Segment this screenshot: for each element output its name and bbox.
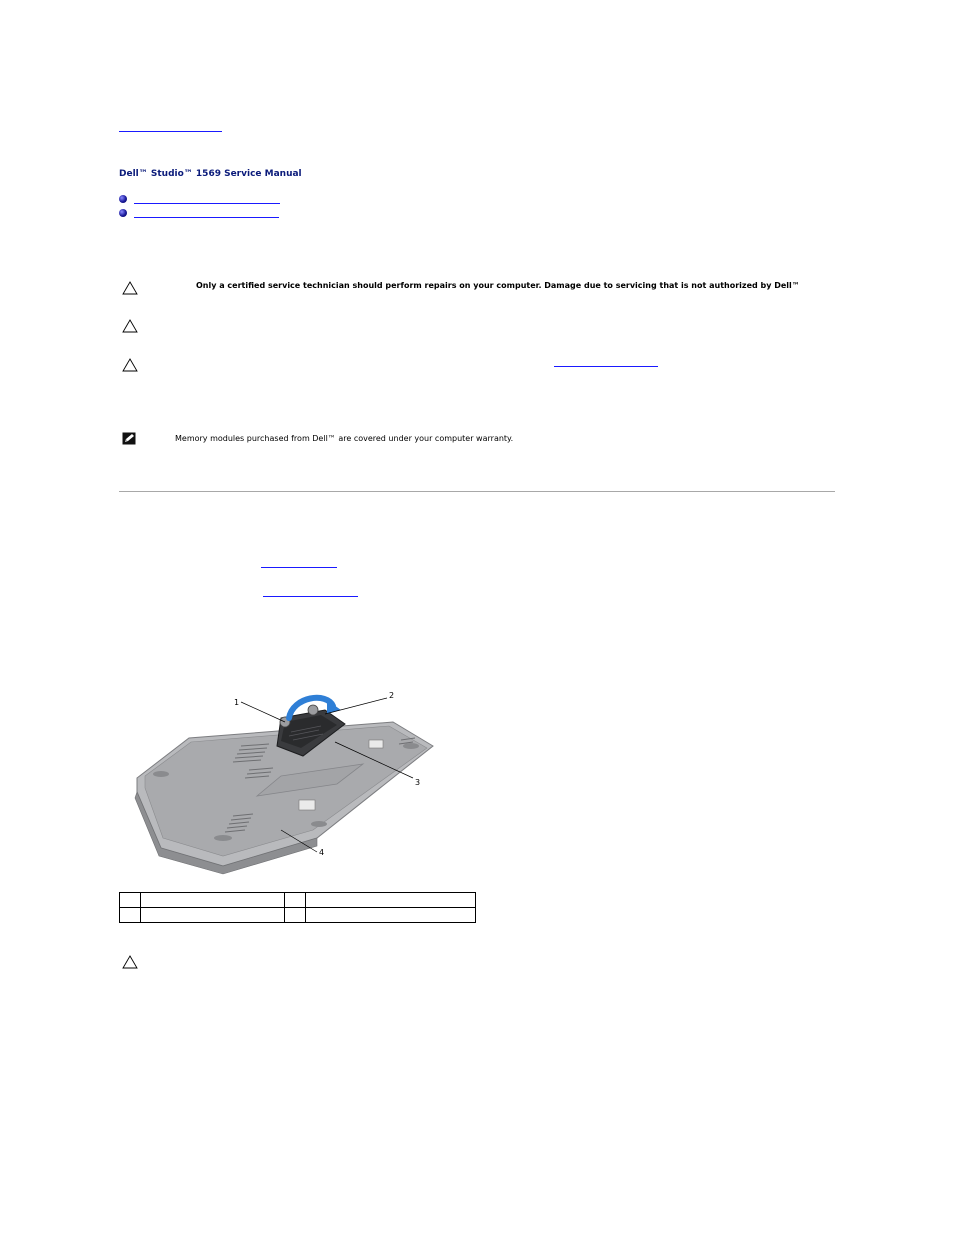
caution-inline-link[interactable] xyxy=(554,366,658,367)
caution-icon xyxy=(122,281,138,295)
caution-icon xyxy=(122,955,138,969)
table-cell xyxy=(306,893,476,908)
step-link-2[interactable] xyxy=(263,596,358,597)
figure-legend-table xyxy=(119,892,476,923)
section-divider xyxy=(119,491,835,492)
caution-icon xyxy=(122,319,138,333)
table-cell xyxy=(120,893,141,908)
callout-label: 3 xyxy=(415,778,421,787)
table-cell xyxy=(306,908,476,923)
callout-label: 1 xyxy=(234,698,240,707)
table-cell xyxy=(141,893,285,908)
table-row xyxy=(120,893,476,908)
table-cell xyxy=(285,893,306,908)
table-row xyxy=(120,908,476,923)
nav-link-1[interactable] xyxy=(134,203,280,204)
bullet-icon xyxy=(119,195,127,203)
bullet-icon xyxy=(119,209,127,217)
callout-label: 2 xyxy=(389,691,395,700)
table-cell xyxy=(120,908,141,923)
caution-text: Only a certified service technician should perform repairs on your computer. Damage due to servicing that is not authorized by Dell™ xyxy=(196,281,800,290)
note-text: Memory modules purchased from Dell™ are covered under your computer warranty. xyxy=(175,434,514,443)
note-pencil-icon xyxy=(122,432,136,445)
step-link-1[interactable] xyxy=(261,567,337,568)
computer-base-illustration xyxy=(131,688,441,876)
table-cell xyxy=(141,908,285,923)
caution-icon xyxy=(122,358,138,372)
contents-link[interactable] xyxy=(119,131,222,132)
page-title: Dell™ Studio™ 1569 Service Manual xyxy=(119,169,302,179)
nav-link-2[interactable] xyxy=(134,217,279,218)
callout-label: 4 xyxy=(319,848,325,857)
table-cell xyxy=(285,908,306,923)
